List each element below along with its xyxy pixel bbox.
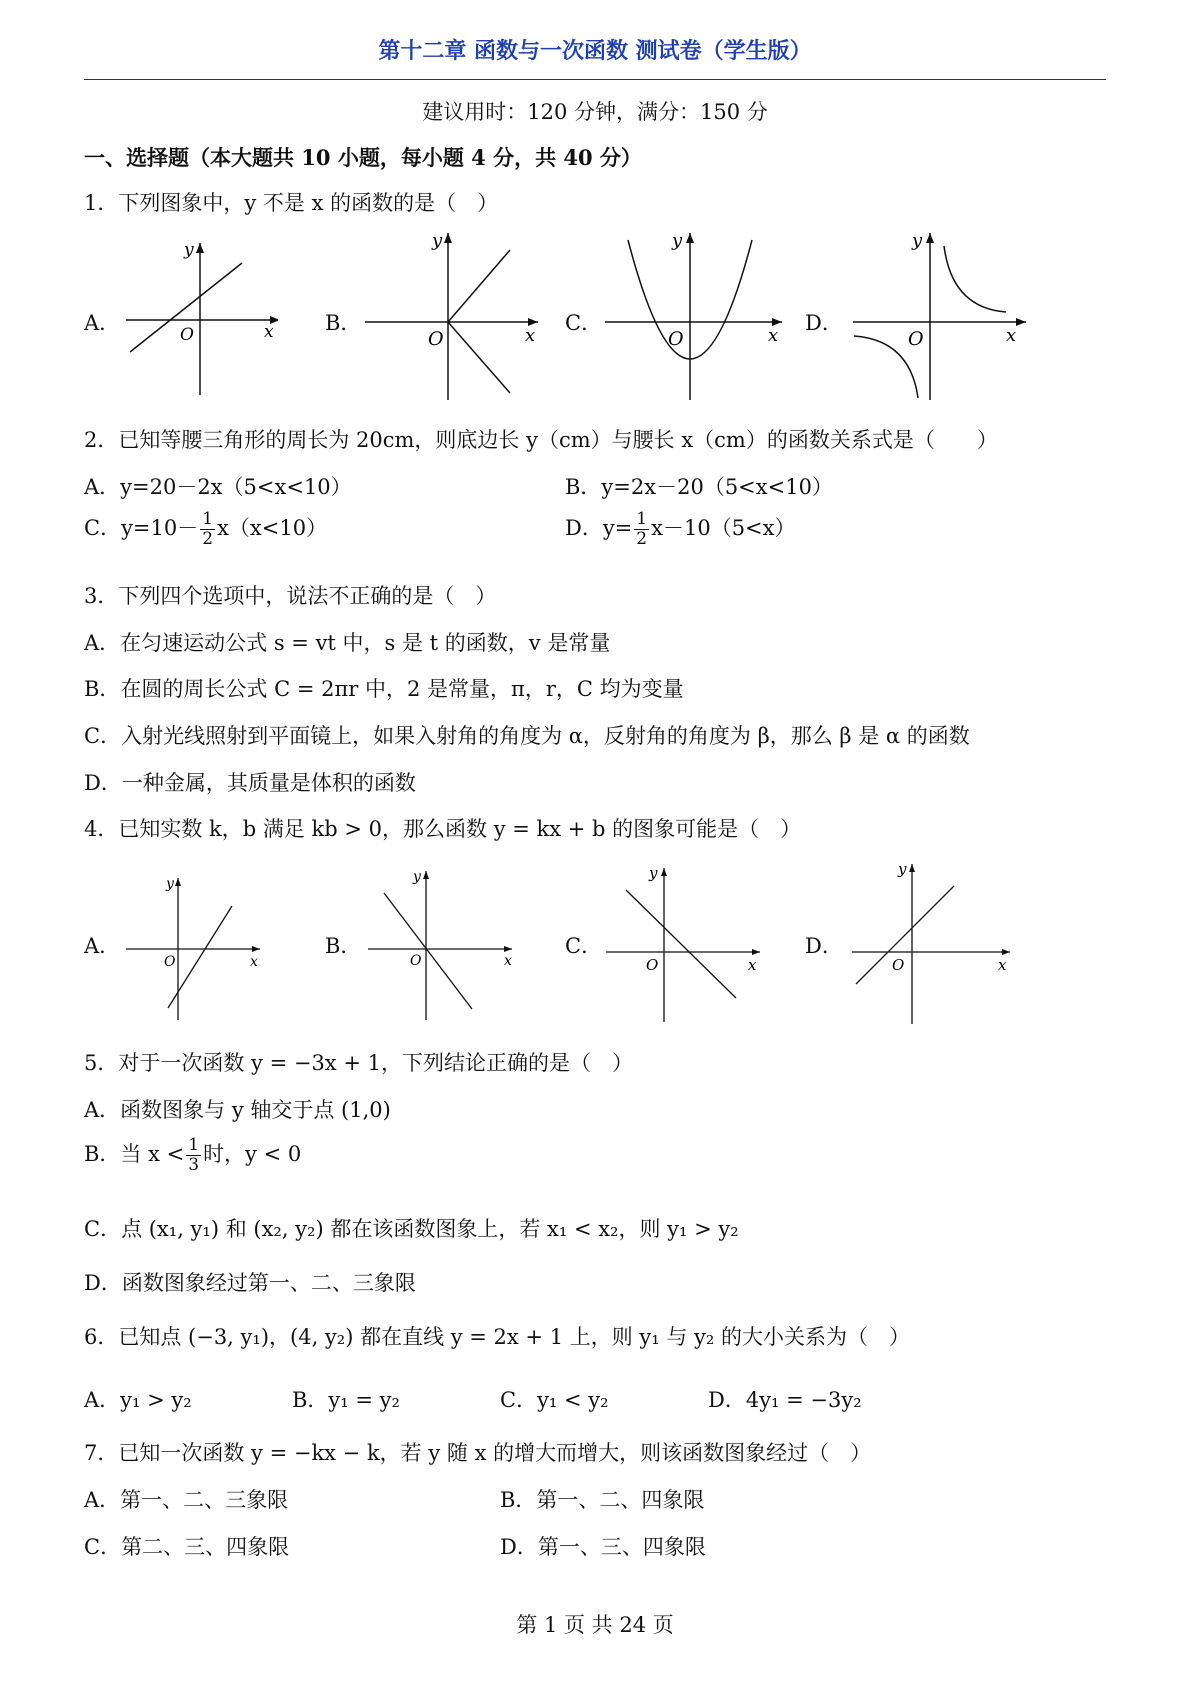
origin-label: O: [180, 325, 194, 345]
q2-d-prefix: D．y=: [565, 516, 633, 540]
q5-b-prefix: B．当 x <: [84, 1142, 185, 1166]
origin-label: O: [410, 953, 422, 969]
x-label: x: [504, 953, 512, 969]
y-axis-arrow: [926, 233, 934, 243]
y-axis-arrow: [444, 233, 452, 243]
graph-line: [384, 893, 472, 1009]
q6-option-c: C．y₁ < y₂: [500, 1388, 609, 1412]
origin-label: O: [668, 328, 684, 350]
q4-option-d-label: D．: [805, 934, 843, 958]
y-label: y: [413, 869, 421, 885]
page-footer: 第 1 页 共 24 页: [516, 1613, 674, 1637]
q4-option-b-label: B．: [325, 934, 362, 958]
question-4-stem: 4．已知实数 k，b 满足 kb > 0，那么函数 y = kx + b 的图象可能是（ ）: [84, 817, 802, 841]
q6-option-a: A．y₁ > y₂: [84, 1388, 192, 1412]
y-label: y: [166, 876, 174, 892]
q1-option-a-label: A．: [84, 311, 121, 335]
y-label: y: [184, 240, 194, 260]
q7-option-b: B．第一、二、四象限: [500, 1488, 705, 1512]
q2-d-numerator: 1: [636, 509, 648, 529]
q2-c-suffix: x（x<10）: [217, 516, 328, 540]
origin-label: O: [428, 328, 444, 350]
exam-info: 建议用时：120 分钟，满分：150 分: [422, 100, 768, 124]
q2-d-denominator: 2: [636, 529, 648, 549]
q5-option-c: C．点 (x₁, y₁) 和 (x₂, y₂) 都在该函数图象上，若 x₁ < x₂，则 y₁ > y₂: [84, 1217, 739, 1241]
q5-option-b: [84, 1136, 301, 1175]
question-6-stem: 6．已知点 (−3, y₁)，(4, y₂) 都在直线 y = 2x + 1 上，则 y₁ 与 y₂ 的大小关系为（ ）: [84, 1325, 911, 1349]
origin-label: O: [646, 956, 659, 974]
q6-option-b: B．y₁ = y₂: [292, 1388, 400, 1412]
origin-label: O: [908, 328, 924, 350]
question-2-stem: 2．已知等腰三角形的周长为 20cm，则底边长 y（cm）与腰长 x（cm）的函数关系式是（ ）: [84, 428, 998, 452]
origin-label: O: [164, 954, 176, 970]
q7-option-c: C．第二、三、四象限: [84, 1535, 290, 1559]
q2-c-denominator: 2: [202, 529, 214, 549]
q2-option-c: [84, 510, 327, 549]
q4-graph-c: [602, 860, 772, 1025]
x-label: x: [998, 956, 1007, 974]
origin-label: O: [892, 956, 905, 974]
graph-line: [856, 886, 954, 984]
q2-d-fraction: [634, 510, 649, 549]
q1-graph-b: [360, 228, 540, 403]
x-axis-arrow: [1002, 949, 1010, 955]
q5-b-numerator: 1: [188, 1135, 200, 1155]
y-label: y: [672, 230, 683, 251]
q2-d-suffix: x－10（5<x）: [651, 516, 796, 540]
q5-option-d: D．函数图象经过第一、二、三象限: [84, 1271, 416, 1295]
graph-ray-down: [448, 322, 510, 393]
y-label: y: [912, 230, 923, 251]
question-1-stem: 1．下列图象中，y 不是 x 的函数的是（ ）: [84, 191, 499, 215]
y-axis-arrow: [686, 233, 694, 243]
q4-graph-b: [364, 863, 524, 1023]
q4-option-c-label: C．: [565, 934, 603, 958]
q4-option-a-label: A．: [84, 934, 121, 958]
y-axis-arrow: [196, 243, 204, 253]
q5-b-suffix: 时，y < 0: [203, 1142, 302, 1166]
question-7-stem: 7．已知一次函数 y = −kx − k，若 y 随 x 的增大而增大，则该函数图象经过（ ）: [84, 1441, 872, 1465]
y-axis-arrow: [175, 878, 181, 886]
q7-option-d: D．第一、三、四象限: [500, 1535, 706, 1559]
q1-option-c-label: C．: [565, 311, 603, 335]
x-label: x: [525, 325, 536, 346]
question-3-stem: 3．下列四个选项中，说法不正确的是（ ）: [84, 584, 497, 608]
x-label: x: [264, 322, 274, 342]
q1-option-d-label: D．: [805, 311, 843, 335]
q2-c-numerator: 1: [202, 509, 214, 529]
x-axis-arrow: [1016, 318, 1026, 326]
y-label: y: [432, 230, 443, 251]
x-label: x: [768, 325, 779, 346]
q1-graph-a: [118, 235, 278, 395]
graph-line: [626, 890, 736, 998]
q3-option-b: B．在圆的周长公式 C = 2πr 中，2 是常量，π，r，C 均为变量: [84, 677, 684, 701]
q1-option-b-label: B．: [325, 311, 362, 335]
graph-ray-up: [448, 250, 510, 322]
y-label: y: [649, 864, 658, 882]
y-axis-arrow: [423, 871, 429, 879]
x-label: x: [748, 956, 757, 974]
q2-c-prefix: C．y=10－: [84, 516, 199, 540]
y-axis-arrow: [661, 868, 667, 876]
x-label: x: [1006, 325, 1017, 346]
q3-option-c: C．入射光线照射到平面镜上，如果入射角的角度为 α，反射角的角度为 β，那么 β 是 α 的函数: [84, 724, 970, 748]
q2-option-a: A．y=20－2x（5<x<10）: [84, 475, 352, 499]
y-axis-arrow: [909, 864, 915, 872]
q2-option-d: [565, 510, 796, 549]
q3-option-a: A．在匀速运动公式 s = vt 中，s 是 t 的函数，v 是常量: [84, 631, 611, 655]
q2-option-b: B．y=2x－20（5<x<10）: [565, 475, 833, 499]
x-axis-arrow: [504, 946, 512, 952]
page-title: 第十二章 函数与一次函数 测试卷（学生版）: [378, 39, 812, 64]
q1-graph-d: [848, 228, 1028, 403]
q4-graph-a: [122, 870, 272, 1020]
y-label: y: [898, 860, 907, 878]
q2-c-fraction: [200, 510, 215, 549]
q5-b-fraction: [186, 1136, 201, 1175]
x-axis-arrow: [752, 949, 760, 955]
x-axis-arrow: [252, 946, 260, 952]
q7-option-a: A．第一、二、三象限: [84, 1488, 289, 1512]
q5-b-denominator: 3: [188, 1155, 200, 1175]
q1-graph-c: [600, 228, 785, 403]
q6-option-d: D．4y₁ = −3y₂: [708, 1388, 862, 1412]
title-divider: [84, 79, 1106, 80]
section-heading: 一、选择题（本大题共 10 小题，每小题 4 分，共 40 分）: [84, 145, 642, 170]
question-5-stem: 5．对于一次函数 y = −3x + 1，下列结论正确的是（ ）: [84, 1051, 633, 1075]
q3-option-d: D．一种金属，其质量是体积的函数: [84, 771, 416, 795]
q5-option-a: A．函数图象与 y 轴交于点 (1,0): [84, 1098, 391, 1122]
graph-hyperbola-q1: [944, 246, 1006, 312]
x-label: x: [250, 954, 258, 970]
q4-graph-d: [848, 856, 1023, 1026]
